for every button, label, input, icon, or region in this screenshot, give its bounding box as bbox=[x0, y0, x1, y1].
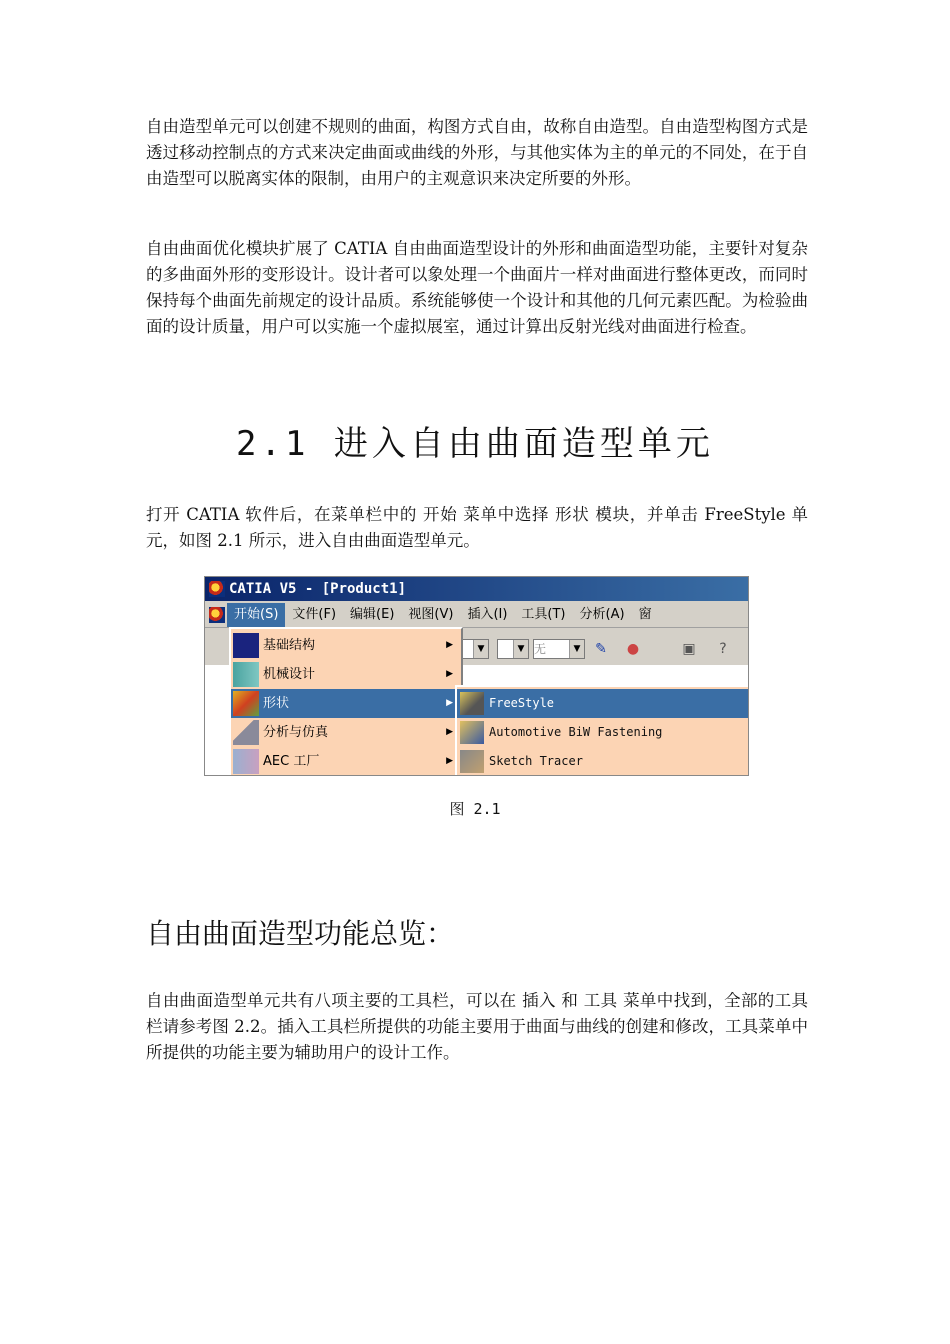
start-menu-dropdown bbox=[229, 627, 463, 776]
chevron-down-icon: ▼ bbox=[513, 640, 528, 658]
start-menu-label: 形状 bbox=[263, 696, 290, 711]
sketch-tracer-icon bbox=[460, 750, 484, 773]
biw-fastening-icon bbox=[460, 721, 484, 744]
start-menu-label: 分析与仿真 bbox=[263, 725, 329, 740]
submenu-item-biw-fastening[interactable] bbox=[457, 718, 748, 747]
start-menu-item-mechanical[interactable] bbox=[231, 660, 461, 689]
menu-view[interactable]: 视图(V) bbox=[408, 607, 454, 622]
window-titlebar bbox=[205, 577, 748, 601]
menu-bar bbox=[205, 603, 748, 628]
paste-icon[interactable]: ▣ bbox=[682, 641, 696, 657]
start-menu-item-shape[interactable] bbox=[231, 689, 461, 718]
start-menu-label: 基础结构 bbox=[263, 638, 316, 653]
mechanical-design-icon bbox=[233, 662, 259, 687]
menu-edit[interactable]: 编辑(E) bbox=[350, 607, 395, 622]
toolbar-select-none[interactable] bbox=[533, 639, 585, 659]
menu-insert[interactable]: 插入(I) bbox=[467, 607, 508, 622]
chevron-down-icon: ▼ bbox=[473, 640, 488, 658]
toolbar-select-2[interactable] bbox=[497, 639, 529, 659]
optimization-paragraph: 自由曲面优化模块扩展了 CATIA 自由曲面造型设计的外形和曲面造型功能，主要针对复杂的多曲面外形的变形设计。设计者可以象处理一个曲面片一样对曲面进行整体更改，而同时保持每个曲面先前规定的设计品质。系统能够使一个设计和其他的几何元素匹配。为检验曲面的设计质量，用户可以实施一个虚拟展室，通过计算出反射光线对曲面进行检查。 bbox=[146, 239, 808, 336]
menu-tools[interactable]: 工具(T) bbox=[521, 607, 566, 622]
start-menu-item-aec[interactable] bbox=[231, 747, 461, 776]
chevron-down-icon: ▼ bbox=[569, 640, 584, 658]
freestyle-icon bbox=[460, 692, 484, 715]
start-menu-label: AEC 工厂 bbox=[263, 754, 320, 769]
catia-screenshot-figure bbox=[204, 576, 749, 776]
intro-paragraph: 自由造型单元可以创建不规则的曲面，构图方式自由，故称自由造型。自由造型构图方式是透过移动控制点的方式来决定曲面或曲线的外形，与其他实体为主的单元的不同处，在于自由造型可以脱离实体的限制，由用户的主观意识来决定所要的外形。 bbox=[146, 117, 808, 188]
submenu-item-freestyle[interactable] bbox=[457, 689, 748, 718]
shape-submenu bbox=[455, 685, 749, 776]
catia-app-icon bbox=[209, 607, 225, 623]
instructions-paragraph: 打开 CATIA 软件后，在菜单栏中的 开始 菜单中选择 形状 模块，并单击 FreeStyle 单元，如图 2.1 所示，进入自由曲面造型单元。 bbox=[146, 505, 808, 550]
menu-file[interactable]: 文件(F) bbox=[292, 607, 337, 622]
chevron-right-icon: ▶ bbox=[446, 669, 453, 679]
start-menu-label: 机械设计 bbox=[263, 667, 316, 682]
submenu-item-sketch-tracer[interactable] bbox=[457, 747, 748, 776]
catia-logo-icon bbox=[209, 581, 225, 597]
window-title: CATIA V5 - [Product1] bbox=[229, 581, 407, 597]
overview-heading: 自由曲面造型功能总览： bbox=[146, 917, 455, 950]
infrastructure-icon bbox=[233, 633, 259, 658]
figure-caption: 图 2.1 bbox=[449, 800, 501, 818]
start-menu-item-infrastructure[interactable] bbox=[231, 631, 461, 660]
start-menu-item-analysis[interactable] bbox=[231, 718, 461, 747]
toolbar-select-value: 无 bbox=[534, 642, 547, 656]
chevron-right-icon: ▶ bbox=[446, 640, 453, 650]
submenu-label: Sketch Tracer bbox=[489, 754, 583, 768]
menu-window[interactable]: 窗 bbox=[638, 607, 652, 622]
toolbars-paragraph: 自由曲面造型单元共有八项主要的工具栏，可以在 插入 和 工具 菜单中找到，全部的工具栏请参考图 2.2。插入工具栏所提供的功能主要用于曲面与曲线的创建和修改，工具菜单中所提供的功能主要为辅助用户的设计工作。 bbox=[146, 991, 808, 1062]
aec-plant-icon bbox=[233, 749, 259, 774]
submenu-label: Automotive BiW Fastening bbox=[489, 725, 663, 739]
chevron-right-icon: ▶ bbox=[446, 756, 453, 766]
paint-brush-icon[interactable]: ✎ bbox=[595, 641, 607, 657]
whats-this-help-icon[interactable]: ? bbox=[719, 641, 727, 657]
analysis-icon bbox=[233, 720, 259, 745]
menu-start[interactable]: 开始(S) bbox=[227, 603, 285, 627]
submenu-label: FreeStyle bbox=[489, 696, 555, 710]
shape-icon bbox=[233, 691, 259, 716]
section-heading: 2.1 进入自由曲面造型单元 bbox=[236, 424, 714, 464]
menu-analysis[interactable]: 分析(A) bbox=[579, 607, 625, 622]
chevron-right-icon: ▶ bbox=[446, 727, 453, 737]
material-ball-icon[interactable]: ● bbox=[626, 641, 640, 657]
chevron-right-icon: ▶ bbox=[446, 698, 453, 708]
